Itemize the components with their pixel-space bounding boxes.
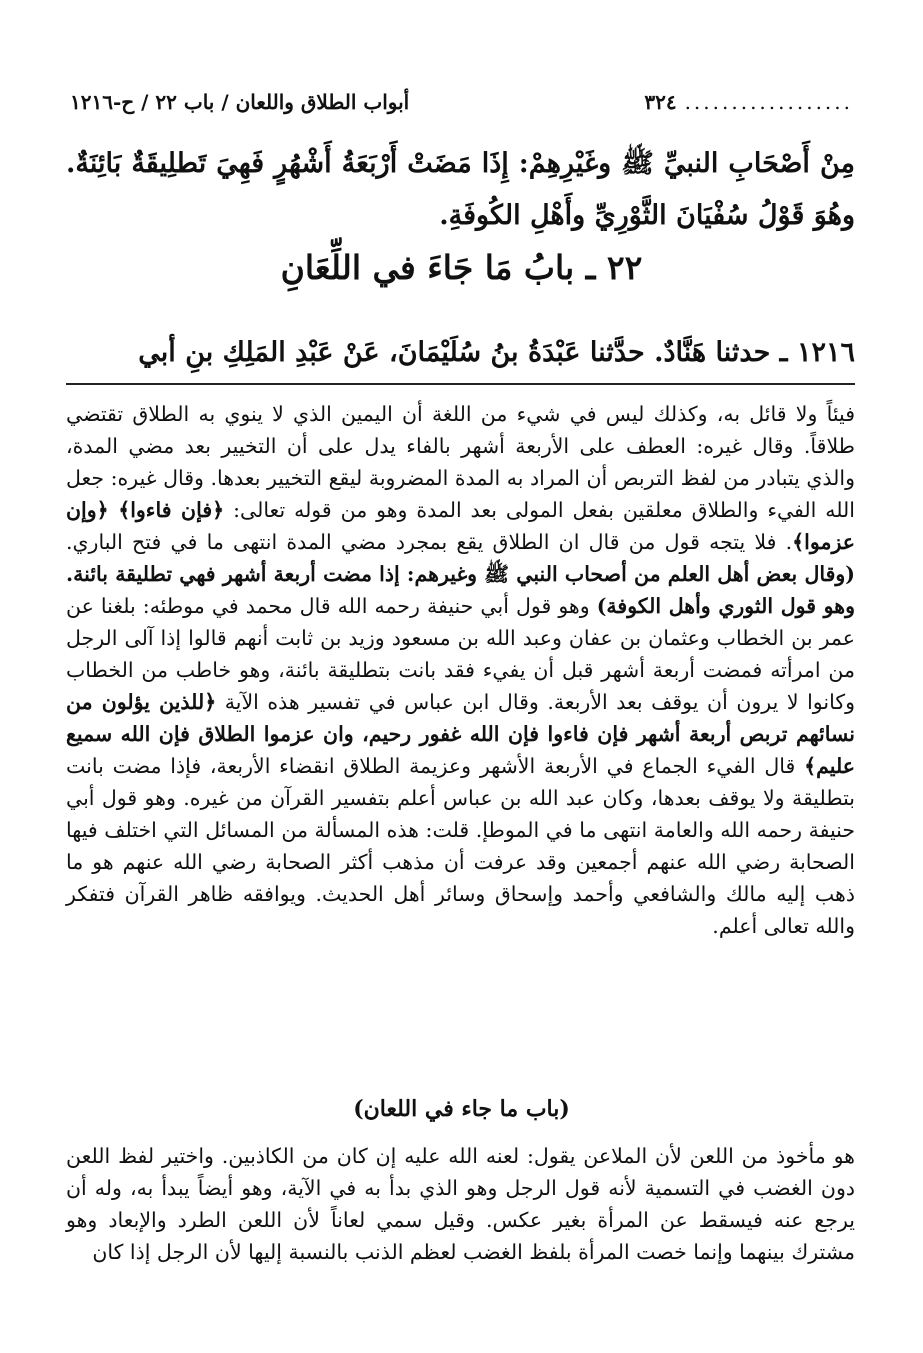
commentary-paragraph: هو مأخوذ من اللعن لأن الملاعن يقول: لعنه الله عليه إن كان من الكاذبين. واختير لفظ اللعن دون الغضب في التسمية لأنه قول الرجل وهو الذي بدأ به في الآية، وهو أيضاً يبدأ به، وله أن يرجع عنه فيسقط عن المرأة بغير عكس. وقيل سمي لعاناً لأن اللعن الطرد والإبعاد وهو مشترك بينهما وإنما خصت المرأة بلفظ الغضب لعظم الذنب بالنسبة إليها لأن الرجل إذا كان <box>66 1144 855 1264</box>
commentary-text: فيئاً ولا قائل به، وكذلك ليس في شيء من اللغة أن اليمين الذي لا ينوي به الطلاق تقتضي طلاقاً. وقال غيره: العطف على الأربعة أشهر بالفاء يدل على أن التخيير بعد مضي المدة، والذي يتبادر من لفظ التربص أن المراد به المدة المضروبة ليقع التخيير بعدها. وقال غيره: جعل الله الفيء والطلاق معلقين بفعل المولى بعد المدة وهو من قوله تعالى: <box>66 402 855 522</box>
chapter-title: ٢٢ ـ بابُ مَا جَاءَ في اللِّعَانِ <box>280 248 643 287</box>
running-header <box>70 86 853 118</box>
page-number: ٣٢٤ <box>644 90 677 114</box>
page-number-group <box>644 90 853 114</box>
leader-dots: .................. <box>684 90 853 114</box>
commentary-block <box>66 398 855 942</box>
section-heading: (باب ما جاء في اللعان) <box>353 1096 570 1122</box>
matn-text: مِنْ أَصْحَابِ النبيِّ ﷺ وغَيْرِهِمْ: إِذَا مَضَتْ أَرْبَعَةُ أَشْهُرٍ فَهِيَ تَطلِيقَةٌ بَائِنَةٌ. وهُوَ قَوْلُ سُفْيَانَ الثَّوْرِيِّ وأَهْلِ الكُوفَةِ. <box>66 148 855 231</box>
running-title: أبواب الطلاق واللعان / باب ٢٢ / ح-١٢١٦ <box>70 90 410 114</box>
commentary-text: قال الفيء الجماع في الأربعة الأشهر وعزيمة الطلاق انقضاء الأربعة، فإذا مضت بانت بتطليقة ولا يوقف بعدها، وكان عبد الله بن عباس أعلم بتفسير القرآن من غيره. وهو قول أبي حنيفة رحمه الله والعامة انتهى ما في الموطإ. قلت: هذه المسألة من المسائل التي اختلف فيها الصحابة رضي الله عنهم أجمعين وقد عرفت أن مذهب أكثر الصحابة رضي الله عنهم هو ما ذهب إليه مالك والشافعي وأحمد وإسحاق وسائر أهل الحديث. ويوافقه ظاهر القرآن فتفكر والله تعالى أعلم. <box>66 754 855 938</box>
commentary-text: . فلا يتجه قول من قال ان الطلاق يقع بمجرد مضي المدة انتهى ما في فتح الباري. <box>66 530 793 554</box>
quran-quote: ﴿فإن فاءوا﴾ ﴿وإن عزموا﴾ <box>66 498 855 554</box>
hadith-chain <box>66 330 855 376</box>
matn-continuation <box>66 138 855 242</box>
quran-quote: ﴿للذين يؤلون من نسائهم تربص أربعة أشهر فإن فاءوا فإن الله غفور رحيم، وان عزموا الطلاق فإن الله سميع عليم﴾ <box>66 690 855 778</box>
separator-rule <box>66 383 855 385</box>
commentary-text: وهو قول أبي حنيفة رحمه الله قال محمد في موطئه: بلغنا عن عمر بن الخطاب وعثمان بن عفان وعبد الله بن مسعود وزيد بن ثابت أنهم قالوا إذا آلى الرجل من امرأته فمضت أربعة أشهر قبل أن يفيء فقد بانت بتطليقة بائنة، وهو خاطب من الخطاب وكانوا لا يرون أن يوقف بعد الأربعة. وقال ابن عباس في تفسير هذه الآية <box>66 594 855 714</box>
quoted-matn: (وقال بعض أهل العلم من أصحاب النبي ﷺ وغيرهم: إذا مضت أربعة أشهر فهي تطليقة بائنة. وهو قول الثوري وأهل الكوفة) <box>66 562 855 618</box>
hadith-text: ١٢١٦ ـ حدثنا هَنَّادٌ. حدَّثنا عَبْدَةُ بنُ سُلَيْمَانَ، عَنْ عَبْدِ المَلِكِ بنِ أبي <box>138 337 855 368</box>
commentary-block-2 <box>66 1140 855 1268</box>
commentary-paragraph <box>66 398 855 942</box>
